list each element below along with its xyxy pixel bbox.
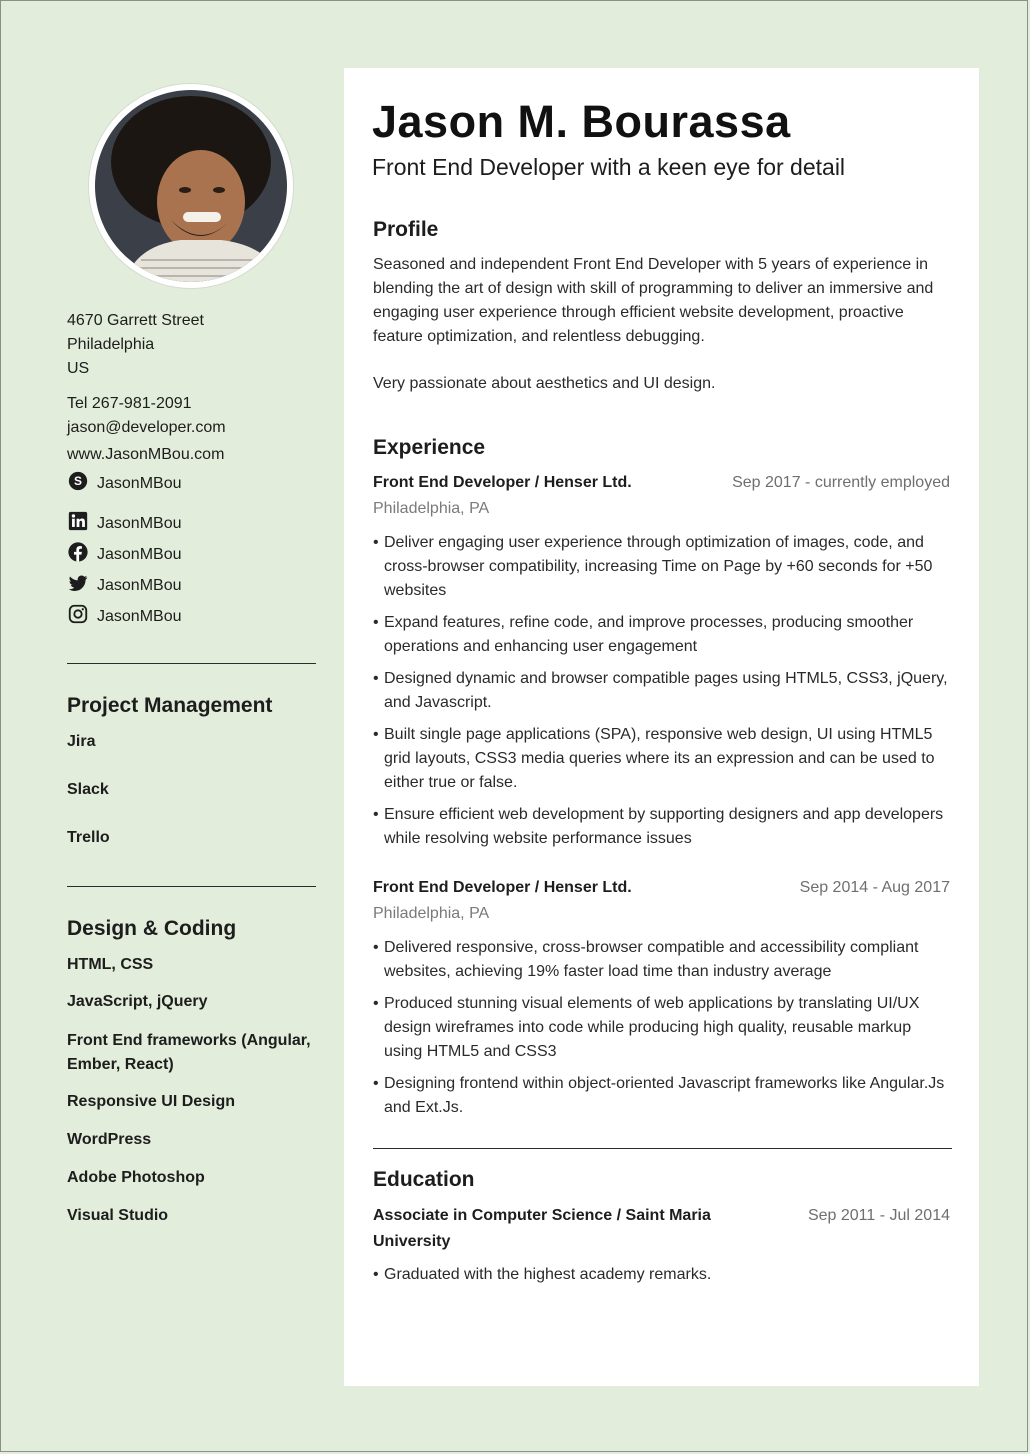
social-label: JasonMBou (97, 474, 182, 492)
list-item: • Designing frontend within object-oriented Javascript frameworks like Angular.Js and Ext.Js. (373, 1072, 951, 1120)
instagram-icon (67, 603, 97, 630)
list-item: • Ensure efficient web development by supporting designers and app developers while resolving website performance issues (373, 803, 951, 851)
job-title: Front End Developer / Henser Ltd. (373, 474, 632, 491)
address-country: US (67, 360, 90, 377)
job-bullets (373, 531, 951, 859)
skill-item: Trello (67, 829, 110, 846)
phone-number: Tel 267-981-2091 (67, 395, 192, 412)
skill-item: Responsive UI Design (67, 1093, 236, 1110)
list-item: • Deliver engaging user experience through optimization of images, code, and cross-browser compatibility, increasing Time on Page by +60 seconds for +50 websites (373, 531, 951, 603)
skill-item: Visual Studio (67, 1207, 169, 1224)
email-address[interactable]: jason@developer.com (67, 419, 226, 436)
list-item: • Graduated with the highest academy remarks. (373, 1263, 951, 1287)
profile-summary: Seasoned and independent Front End Developer with 5 years of experience in blending the art of design with skill of programming to deliver an immersive and engaging user experience through efficient website development, proactive feature optimization, and relentless debugging. (373, 256, 934, 345)
social-label: JasonMBou (97, 514, 182, 532)
sidebar-divider (67, 886, 316, 887)
address-city: Philadelphia (67, 336, 155, 353)
avatar (95, 90, 287, 282)
social-instagram[interactable] (67, 603, 182, 630)
social-label: JasonMBou (97, 545, 182, 563)
profile-photo (89, 84, 293, 288)
candidate-name: Jason M. Bourassa (372, 96, 791, 147)
profile-passion: Very passionate about aesthetics and UI design. (373, 375, 716, 392)
list-item: • Built single page applications (SPA), responsive web design, UI using HTML5 grid layouts, CSS3 media queries where its an expression and can be used to either true or false. (373, 723, 951, 795)
project-management-heading: Project Management (67, 694, 273, 717)
list-item: • Expand features, refine code, and improve processes, producing smoother operations and enhancing user engagement (373, 611, 951, 659)
profile-heading: Profile (373, 218, 439, 241)
linkedin-icon (67, 510, 97, 537)
skill-item: JavaScript, jQuery (67, 993, 208, 1010)
website-link[interactable]: www.JasonMBou.com (67, 446, 225, 463)
facebook-icon (67, 541, 97, 568)
job-title: Front End Developer / Henser Ltd. (373, 879, 632, 896)
list-item: • Designed dynamic and browser compatible pages using HTML5, CSS3, jQuery, and Javascript. (373, 667, 951, 715)
social-linkedin[interactable] (67, 510, 182, 537)
design-coding-heading: Design & Coding (67, 917, 237, 940)
skype-icon (67, 470, 97, 497)
experience-heading: Experience (373, 436, 486, 459)
svg-text:S: S (74, 474, 82, 489)
social-twitter[interactable] (67, 572, 182, 599)
sidebar-divider (67, 663, 316, 664)
address-street: 4670 Garrett Street (67, 312, 204, 329)
degree-title: Associate in Computer Science / Saint Maria (373, 1207, 711, 1224)
list-item: • Produced stunning visual elements of web applications by translating UI/UX design wireframes into code while producing high quality, reusable markup using HTML5 and CSS3 (373, 992, 951, 1064)
skill-item: Front End frameworks (Angular, Ember, React) (67, 1032, 311, 1073)
skill-item: Jira (67, 733, 96, 750)
candidate-tagline: Front End Developer with a keen eye for detail (372, 154, 846, 180)
twitter-icon (67, 572, 97, 599)
job-bullets (373, 936, 951, 1128)
education-heading: Education (373, 1168, 475, 1191)
job-dates: Sep 2014 - Aug 2017 (799, 879, 950, 896)
education-dates: Sep 2011 - Jul 2014 (807, 1207, 950, 1224)
skill-item: WordPress (67, 1131, 152, 1148)
social-label: JasonMBou (97, 607, 182, 625)
social-facebook[interactable] (67, 541, 182, 568)
degree-institution: University (373, 1233, 451, 1250)
job-dates: Sep 2017 - currently employed (732, 474, 950, 491)
list-item: • Delivered responsive, cross-browser compatible and accessibility compliant websites, achieving 19% faster load time than industry average (373, 936, 951, 984)
social-skype[interactable] (67, 470, 182, 497)
job-location: Philadelphia, PA (373, 905, 490, 922)
job-location: Philadelphia, PA (373, 500, 490, 517)
social-label: JasonMBou (97, 576, 182, 594)
education-bullets (373, 1263, 951, 1295)
section-divider (373, 1148, 952, 1149)
skill-item: HTML, CSS (67, 956, 154, 973)
skill-item: Adobe Photoshop (67, 1169, 205, 1186)
skill-item: Slack (67, 781, 109, 798)
